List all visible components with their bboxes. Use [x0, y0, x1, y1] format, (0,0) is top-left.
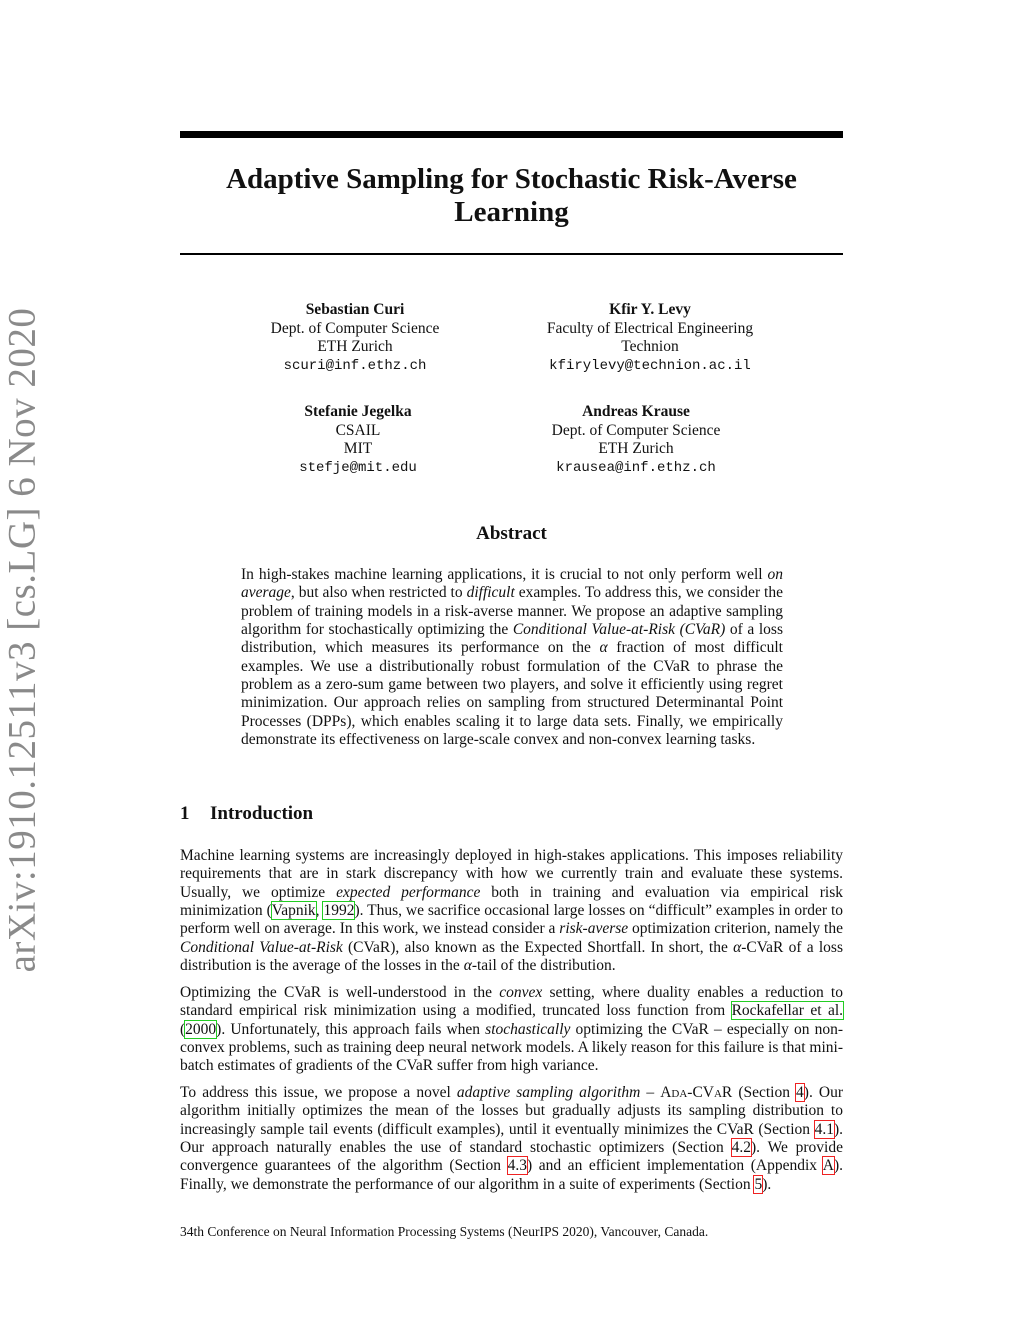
citation-year-link[interactable]: 2000: [185, 1020, 217, 1038]
title-rule-bottom: [180, 253, 843, 255]
section-ref-link[interactable]: 4.2: [731, 1139, 751, 1157]
author-affiliation: Dept. of Computer Science: [551, 421, 721, 439]
abstract-text: In high-stakes machine learning applications, it is crucial to not only perform well on average, but also when restricted to difficult examples. To address this, we consider the problem of training models in a risk-averse manner. We propose an adaptive sampling algorithm for stochastically optimizing the Conditional Value-at-Risk (CVaR) of a loss distribution, which measures its performance on the α fraction of most difficult examples. We use a distributionally robust formulation of the CVaR to phrase the problem as a zero-sum game between two players, and solve it efficiently using regret minimization. Our approach relies on sampling from structured Determinantal Point Processes (DPPs), which enables scaling it to large data sets. Finally, we empirically demonstrate its effectiveness on large-scale convex and non-convex learning tasks.: [241, 566, 783, 749]
author-block: [476, 403, 796, 477]
arxiv-id: arXiv:1910.12511v3 [cs.LG] 6 Nov 2020: [0, 307, 44, 973]
author-name: Andreas Krause: [582, 403, 690, 420]
author-email[interactable]: kfirylevy@technion.ac.il: [549, 357, 751, 374]
author-block: [490, 301, 810, 375]
author-institution: ETH Zurich: [317, 338, 393, 355]
author-name: Sebastian Curi: [305, 301, 405, 318]
author-affiliation: Dept. of Computer Science: [270, 319, 440, 337]
appendix-ref-link[interactable]: A: [822, 1157, 834, 1175]
section-ref-link[interactable]: 5: [754, 1175, 763, 1193]
intro-paragraph-2: Optimizing the CVaR is well-understood in the convex setting, where duality enables a reduction to standard empirical risk minimization using a modified, truncated loss function from Rockafellar et al. (2000). Unfortunately, this approach fails when stochastically optimizing the CVaR – especially on non-convex problems, such as training deep neural network models. A likely reason for this failure is that mini-batch estimates of gradients of the CVaR suffer from high variance.: [180, 984, 844, 1075]
author-email[interactable]: stefje@mit.edu: [299, 459, 417, 476]
author-block: [198, 403, 518, 477]
algorithm-name: Ada-CVaR: [660, 1084, 733, 1101]
author-email[interactable]: scuri@inf.ethz.ch: [283, 357, 427, 374]
author-institution: ETH Zurich: [598, 440, 674, 457]
author-affiliation: Faculty of Electrical Engineering: [546, 319, 754, 337]
author-institution: Technion: [621, 338, 679, 355]
paper-title: Adaptive Sampling for Stochastic Risk-Averse Learning: [226, 163, 797, 228]
section-heading: [180, 803, 313, 825]
author-name: Kfir Y. Levy: [609, 301, 691, 318]
author-affiliation: CSAIL: [335, 421, 381, 439]
author-institution: MIT: [343, 440, 373, 457]
intro-paragraph-3: To address this issue, we propose a novel adaptive sampling algorithm – Ada-CVaR (Section 4). Our algorithm initially optimizes the mean of the losses but gradually adjusts its sampling distribution to increasingly sample tail events (difficult examples), until it eventually minimizes the CVaR (Section 4.1). Our approach naturally enables the use of standard stochastic optimizers (Section 4.2). We provide convergence guarantees of the algorithm (Section 4.3) and an efficient implementation (Appendix A). Finally, we demonstrate the performance of our algorithm in a suite of experiments (Section 5).: [180, 1084, 843, 1193]
title-rule-top: [180, 131, 843, 138]
citation-link[interactable]: Rockafellar et al.: [731, 1002, 844, 1020]
conference-footnote: 34th Conference on Neural Information Processing Systems (NeurIPS 2020), Vancouver, Canada.: [180, 1224, 709, 1239]
intro-paragraph-1: Machine learning systems are increasingly deployed in high-stakes applications. This imposes reliability requirements that are in stark discrepancy with how we currently train and evaluate these systems. Usually, we optimize expected performance both in training and evaluation via empirical risk minimization (Vapnik, 1992). Thus, we sacrifice occasional large losses on “difficult” examples in order to perform well on average. In this work, we instead consider a risk-averse optimization criterion, namely the Conditional Value-at-Risk (CVaR), also known as the Expected Shortfall. In short, the α-CVaR of a loss distribution is the average of the losses in the α-tail of the distribution.: [180, 847, 843, 975]
author-name: Stefanie Jegelka: [304, 403, 412, 420]
author-block: [195, 301, 515, 375]
citation-year-link[interactable]: 1992: [323, 902, 355, 920]
section-ref-link[interactable]: 4.3: [507, 1157, 527, 1175]
section-title: Introduction: [210, 803, 314, 824]
citation-link[interactable]: Vapnik: [271, 902, 316, 920]
section-ref-link[interactable]: 4.1: [814, 1120, 834, 1138]
abstract-heading: Abstract: [476, 523, 547, 544]
section-ref-link[interactable]: 4: [796, 1084, 804, 1101]
author-email[interactable]: krausea@inf.ethz.ch: [556, 459, 716, 476]
section-number: 1: [180, 803, 190, 824]
